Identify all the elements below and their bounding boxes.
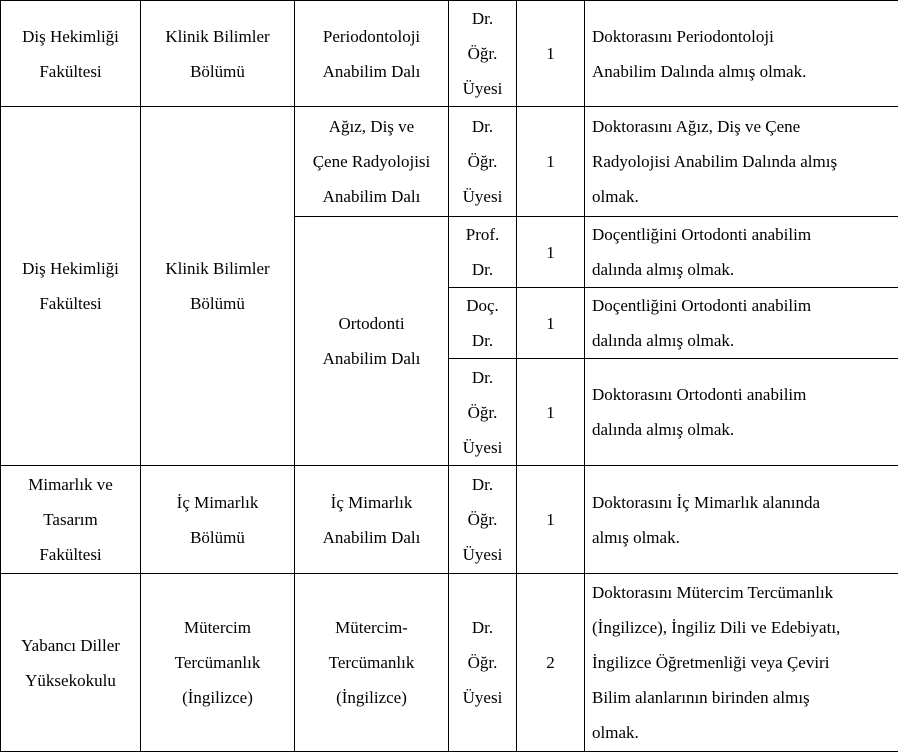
title-cell: Dr. Öğr. Üyesi [449,107,517,217]
table-row [1,1,898,107]
division-cell: Mütercim- Tercümanlık (İngilizce) [295,574,449,752]
count-cell: 1 [517,1,585,107]
division-cell: Periodontoloji Anabilim Dalı [295,1,449,107]
table-row [1,574,898,752]
division-cell: İç Mimarlık Anabilim Dalı [295,466,449,574]
count-cell: 1 [517,288,585,359]
table-row [1,466,898,574]
table-row [1,107,898,217]
department-cell: Klinik Bilimler Bölümü [141,1,295,107]
title-cell: Dr. Öğr. Üyesi [449,466,517,574]
requirement-cell: Doktorasını Mütercim Tercümanlık (İngilizce), İngiliz Dili ve Edebiyatı, İngilizce Öğretmenliği veya Çeviri Bilim alanlarının birinden almış olmak. [585,574,898,752]
requirement-cell: Doktorasını Ortodonti anabilim dalında almış olmak. [585,359,898,466]
requirement-cell: Doktorasını İç Mimarlık alanında almış olmak. [585,466,898,574]
requirement-cell: Doçentliğini Ortodonti anabilim dalında almış olmak. [585,288,898,359]
title-cell: Prof. Dr. [449,217,517,288]
unit-cell: Diş Hekimliği Fakültesi [1,107,141,466]
requirement-cell: Doktorasını Ağız, Diş ve Çene Radyolojisi Anabilim Dalında almış olmak. [585,107,898,217]
title-cell: Dr. Öğr. Üyesi [449,574,517,752]
department-cell: Klinik Bilimler Bölümü [141,107,295,466]
title-cell: Dr. Öğr. Üyesi [449,359,517,466]
count-cell: 1 [517,217,585,288]
count-cell: 1 [517,359,585,466]
count-cell: 2 [517,574,585,752]
department-cell: Mütercim Tercümanlık (İngilizce) [141,574,295,752]
unit-cell: Yabancı Diller Yüksekokulu [1,574,141,752]
title-cell: Dr. Öğr. Üyesi [449,1,517,107]
title-cell: Doç. Dr. [449,288,517,359]
requirement-cell: Doçentliğini Ortodonti anabilim dalında almış olmak. [585,217,898,288]
department-cell: İç Mimarlık Bölümü [141,466,295,574]
unit-cell: Diş Hekimliği Fakültesi [1,1,141,107]
count-cell: 1 [517,107,585,217]
count-cell: 1 [517,466,585,574]
division-cell: Ağız, Diş ve Çene Radyolojisi Anabilim Dalı [295,107,449,217]
division-cell: Ortodonti Anabilim Dalı [295,217,449,466]
unit-cell: Mimarlık ve Tasarım Fakültesi [1,466,141,574]
requirement-cell: Doktorasını Periodontoloji Anabilim Dalında almış olmak. [585,1,898,107]
